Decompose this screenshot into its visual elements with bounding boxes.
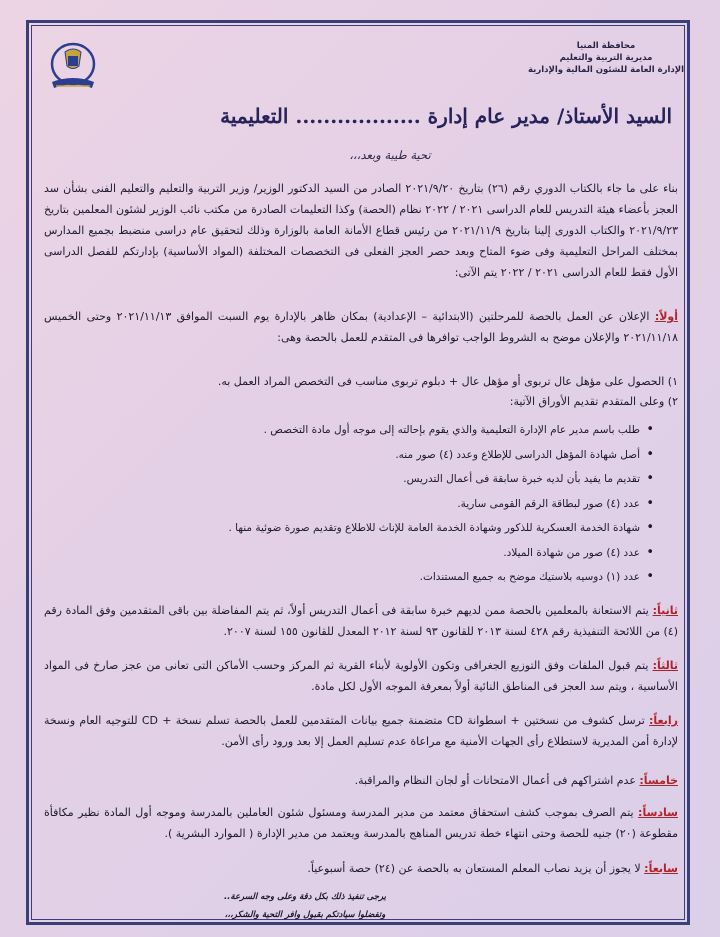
intro-paragraph: بناء على ما جاء بالكتاب الدوري رقم (٢٦) بتاريخ ٢٠٢١/٩/٢٠ الصادر من السيد الدكتور الوزير/ وزير التربية والتعليم والتعليم الفنى بشأن سد العجز بأعضاء هيئة التدريس للعام الدراسى ٢٠٢١ / ٢٠٢٢ نظام (الحصة) وكذا التعليمات الصادرة من مكتب نائب الوزير لشئون المعلمين بتاريخ ٢٠٢١/٩/٢٣ والكتاب الدورى إلينا بتاريخ ٢٠٢١/١١/٩ من رئيس قطاع الأمانة العامة بالوزارة وذلك لتحقيق عام دراسى منضبط بجميع المدارس بمختلف المراحل التعليمية وفى ضوء المتاح وبعد حصر العجز الفعلى فى التخصصات المختلفة (المواد الأساسية) بإدارتكم للفصل الدراسى الأول فقط للعام الدراسى ٢٠٢١ / ٢٠٢٢ يتم الآتى: <box>44 182 679 279</box>
section-seventh <box>44 858 678 879</box>
list-item: • أصل شهادة المؤهل الدراسى للإطلاع وعدد (٤) صور منه. <box>90 443 654 468</box>
list-item: • شهادة الخدمة العسكرية للذكور وشهادة الخدمة العامة للإناث للاطلاع وتقديم صورة ضوئية منها . <box>90 516 654 541</box>
list-item: • عدد (٤) صور لبطاقة الرقم القومى سارية. <box>90 492 654 517</box>
letterhead <box>40 40 684 100</box>
section-sixth <box>44 802 678 844</box>
documents-list <box>90 418 654 590</box>
section-text: ترسل كشوف من نسختين + اسطوانة CD متضمنة جميع بيانات المتقدمين للعمل بالحصة تسلم نسخة + CD للتوجيه العام ونسخة لإدارة أمن المديرية لاستطلاع رأى الجهات الأمنية مع مراعاة عدم تسليم العمل إلا بعد ورود رأى الأمن. <box>44 714 678 748</box>
gov-line-2: مديرية التربية والتعليم <box>559 53 653 63</box>
section-second <box>44 600 678 642</box>
closing-line-2: وتفضلوا سيادتكم بقبول وافر التحية والشكر،،، <box>224 910 386 920</box>
section-third <box>44 655 678 697</box>
section-text: يتم الصرف بموجب كشف استحقاق معتمد من مدير المدرسة ومسئول شئون العاملين بالمدرسة وموجه أول المادة نظير مكافأة مقطوعة (٢٠) جنيه للحصة وحتى انتهاء خطة تدريس المناهج بالمدرسة ويعتمد من مدير الإدارة ( الموارد البشرية ). <box>44 806 678 840</box>
section-text: يتم الاستعانة بالمعلمين بالحصة ممن لديهم خبرة سابقة فى أعمال التدريس أولاً، ثم يتم المفاضلة بين باقى المتقدمين وفق المادة رقم (٤) من اللائحة التنفيذية رقم ٤٢٨ لسنة ٢٠١٣ للقانون ٩٣ لسنة ٢٠١٢ المعدل للقانون ١٥٥ لسنة ٢٠٠٧. <box>44 604 678 638</box>
section-label: سادساً: <box>638 806 678 819</box>
section-label: خامساً: <box>639 774 678 787</box>
gov-line-1: محافظة المنيا <box>576 41 636 51</box>
list-item: • عدد (٤) صور من شهادة الميلاد. <box>90 541 654 566</box>
list-item: • تقديم ما يفيد بأن لديه خبرة سابقة فى أعمال التدريس. <box>90 467 654 492</box>
section-label: رابعاً: <box>649 714 679 727</box>
greeting: تحية طيبة وبعد،،، <box>349 148 431 162</box>
section-first <box>44 306 678 348</box>
page-title: السيد الأستاذ/ مدير عام إدارة .................. التعليمية <box>220 104 672 128</box>
section-fifth <box>44 770 678 791</box>
list-item: • عدد (١) دوسيه بلاستيك موضح به جميع المستندات. <box>90 565 654 590</box>
section-text: لا يجوز أن يزيد نصاب المعلم المستعان به بالحصة عن (٢٤) حصة أسبوعياً. <box>307 862 645 875</box>
closing-line-1: يرجى تنفيذ ذلك بكل دقة وعلى وجه السرعة.. <box>223 892 387 902</box>
condition-2: ٢) وعلى المتقدم تقديم الأوراق الآتية: <box>509 395 678 408</box>
section-label: ثانياً: <box>652 604 678 617</box>
condition-1: ١) الحصول على مؤهل عال تربوى أو مؤهل عال + دبلوم تربوى مناسب فى التخصص المراد العمل به. <box>217 375 678 388</box>
education-emblem-icon <box>48 42 98 94</box>
section-text: عدم اشتراكهم فى أعمال الامتحانات أو لجان النظام والمراقبة. <box>354 774 640 787</box>
gov-line-3: الإدارة العامة للشئون المالية والإدارية <box>528 65 684 75</box>
section-label: سابعاً: <box>644 862 678 875</box>
section-text: الإعلان عن العمل بالحصة للمرحلتين (الابتدائية – الإعدادية) بمكان ظاهر بالإدارة يوم السبت الموافق ٢٠٢١/١١/١٣ وحتى الخميس ٢٠٢١/١١/١٨ والإعلان موضح به الشروط الواجب توافرها فى المتقدم للعمل بالحصة وهى: <box>44 310 678 344</box>
section-fourth <box>44 710 678 752</box>
list-item: • طلب باسم مدير عام الإدارة التعليمية والذي يقوم بإحالته إلى موجه أول مادة التخصص . <box>90 418 654 443</box>
governorate-text <box>528 40 684 76</box>
section-text: يتم قبول الملفات وفق التوزيع الجغرافى وتكون الأولوية لأبناء القرية ثم المركز وحسب الأماكن التى تعانى من عجز صارخ فى المواد الأساسية ، ويتم سد العجز فى المناطق النائية أولاً بمعرفة الموجه الأول لكل مادة. <box>44 659 678 693</box>
section-label: أولاً: <box>654 310 679 323</box>
section-label: ثالثاً: <box>652 659 678 672</box>
